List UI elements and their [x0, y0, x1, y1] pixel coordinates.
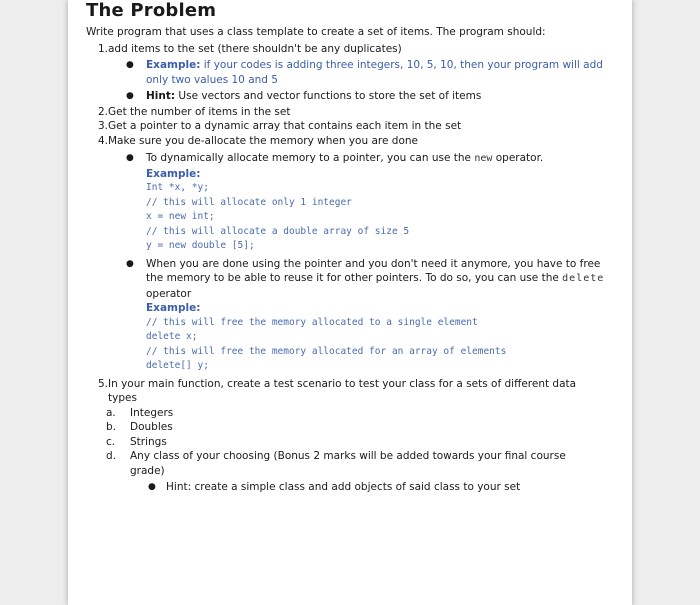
example-label: Example: [146, 59, 201, 71]
bullet-text: the memory to be able to reuse it for other pointers. To do so, you can use the [146, 272, 563, 284]
code-line: x = new int; [146, 211, 215, 222]
sub-letter: b. [106, 421, 117, 433]
document-content [86, 0, 626, 495]
bullet-icon: ● [148, 482, 156, 492]
example-label: Example: [146, 302, 201, 314]
sub-letter: a. [106, 406, 116, 419]
bullet-text: To dynamically allocate memory to a pointer, you can use the [146, 152, 475, 164]
list-item-4 [86, 134, 626, 149]
code-line: // this will allocate only 1 integer [146, 196, 352, 208]
bullet-delete-operator [86, 257, 626, 272]
code-line: // this will allocate a double array of size 5 [146, 225, 410, 237]
code-line: // this will free the memory allocated for an array of elements [146, 345, 507, 357]
page-title: The Problem [86, 0, 217, 21]
sub-item-text: Strings [130, 435, 167, 448]
sub-item-a [86, 406, 626, 421]
document-page [68, 0, 632, 605]
code-keyword-delete: delete [562, 273, 605, 284]
example-text: if your codes is adding three integers, 10, 5, 10, then your program will add [200, 59, 603, 71]
bullet-text: When you are done using the pointer and you don't need it anymore, you have to free [146, 257, 601, 270]
bullet-class-hint [86, 480, 626, 495]
hint-label: Hint: [146, 90, 176, 102]
bullet-text-end: operator. [492, 152, 544, 164]
bullet-example [86, 58, 626, 73]
list-item-2 [86, 105, 626, 120]
list-number: 1. [97, 42, 108, 55]
code-line: // this will free the memory allocated to a single element [146, 316, 478, 328]
list-item-text: Get a pointer to a dynamic array that contains each item in the set [108, 120, 462, 132]
sub-item-d [86, 449, 626, 464]
bullet-icon: ● [126, 153, 134, 163]
sub-item-c [86, 435, 626, 450]
list-number: 2. [97, 105, 108, 118]
example-label: Example: [146, 167, 201, 180]
list-item-3 [86, 119, 626, 134]
bullet-icon: ● [126, 60, 134, 70]
code-line: Int *x, *y; [146, 182, 209, 193]
list-number: 4. [97, 134, 108, 147]
bullet-new-operator [86, 151, 626, 167]
bullet-text-line2 [86, 271, 626, 287]
list-item-text: Get the number of items in the set [108, 105, 291, 118]
sub-item-text: Integers [130, 406, 174, 419]
list-item-1 [86, 42, 626, 57]
bullet-icon: ● [126, 258, 134, 269]
code-line: delete x; [146, 331, 198, 342]
list-item-5 [86, 377, 626, 392]
hint-text: Use vectors and vector functions to store the set of items [175, 90, 482, 102]
bullet-text: Hint: create a simple class and add objects of said class to your set [166, 481, 521, 493]
list-item-text: In your main function, create a test scenario to test your class for a sets of different data [108, 377, 577, 390]
list-item-text: add items to the set (there shouldn't be any duplicates) [108, 42, 402, 55]
list-number: 5. [97, 377, 108, 390]
sub-item-text: Any class of your choosing (Bonus 2 marks will be added towards your final course [130, 450, 566, 462]
sub-letter: d. [106, 450, 117, 462]
bullet-text-line3: operator [146, 287, 192, 300]
code-line: y = new double [5]; [146, 240, 255, 251]
sub-item-b [86, 420, 626, 435]
list-item-text: Make sure you de-allocate the memory when you are done [108, 134, 418, 147]
intro-text: Write program that uses a class template to create a set of items. The program should: [86, 26, 546, 38]
sub-letter: c. [106, 435, 116, 448]
sub-item-text: Doubles [130, 421, 173, 433]
bullet-hint [86, 89, 626, 104]
bullet-icon: ● [126, 91, 134, 101]
example-text-continued: only two values 10 and 5 [146, 73, 278, 86]
list-item-5-continued: types [108, 392, 137, 404]
code-line: delete[] y; [146, 360, 209, 371]
code-keyword-new: new [474, 153, 493, 164]
sub-item-d-continued: grade) [130, 464, 165, 477]
list-number: 3. [97, 120, 108, 132]
